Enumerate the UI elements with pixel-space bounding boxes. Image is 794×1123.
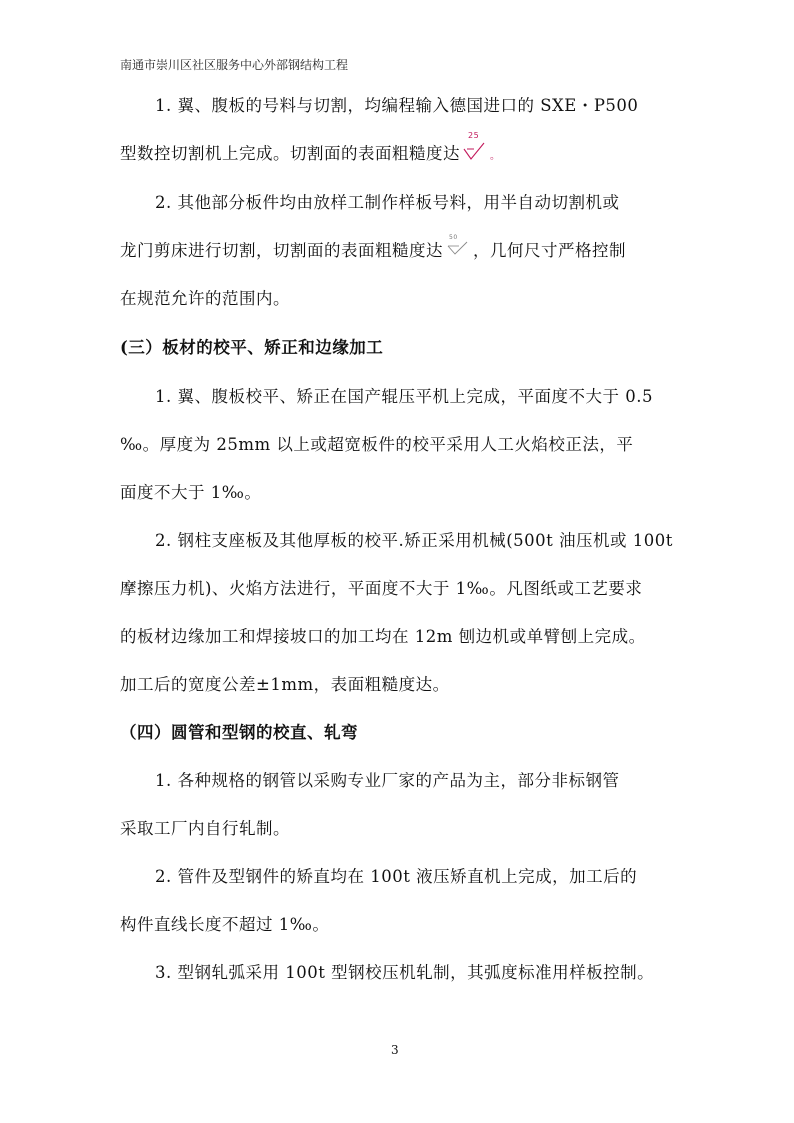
line-text: 型数控切割机上完成。切割面的表面粗糙度达 (120, 144, 460, 163)
section-heading: （四）圆管和型钢的校直、轧弯 (120, 723, 358, 742)
roughness-symbol-icon (462, 131, 488, 163)
roughness-symbol-icon (445, 234, 471, 260)
paragraph-line: 构件直线长度不超过 1‰。 (120, 915, 330, 934)
paragraph-line: 3. 型钢轧弧采用 100t 型钢校压机轧制，其弧度标准用样板控制。 (155, 963, 655, 982)
paragraph-line: 在规范允许的范围内。 (120, 289, 290, 308)
paragraph-line: 2. 钢柱支座板及其他厚板的校平.矫正采用机械(500t 油压机或 100t (155, 531, 673, 550)
paragraph-line: 1. 翼、腹板的号料与切割，均编程输入德国进口的 SXE・P500 (155, 96, 639, 115)
paragraph-line: 加工后的宽度公差±1mm，表面粗糙度达。 (120, 675, 450, 694)
paragraph-line: 面度不大于 1‰。 (120, 483, 262, 502)
document-header: 南通市崇川区社区服务中心外部钢结构工程 (120, 58, 349, 72)
line-period: 。 (490, 151, 501, 162)
section-heading: (三）板材的校平、矫正和边缘加工 (120, 338, 384, 357)
line-text: ，几何尺寸严格控制 (473, 241, 626, 260)
page-number: 3 (391, 1043, 399, 1057)
paragraph-line (120, 234, 626, 261)
roughness-value: 50 (449, 234, 458, 241)
paragraph-line: 1. 翼、腹板校平、矫正在国产辊压平机上完成，平面度不大于 0.5 (155, 387, 653, 406)
paragraph-line: ‰。厚度为 25mm 以上或超宽板件的校平采用人工火焰校正法，平 (120, 435, 634, 454)
paragraph-line (120, 131, 501, 164)
paragraph-line: 2. 管件及型钢件的矫直均在 100t 液压矫直机上完成，加工后的 (155, 867, 638, 886)
paragraph-line: 的板材边缘加工和焊接坡口的加工均在 12m 刨边机或单臂刨上完成。 (120, 627, 646, 646)
paragraph-line: 2. 其他部分板件均由放样工制作样板号料，用半自动切割机或 (155, 193, 620, 212)
line-text: 龙门剪床进行切割，切割面的表面粗糙度达 (120, 241, 443, 260)
roughness-value: 25 (468, 131, 480, 140)
paragraph-line: 采取工厂内自行轧制。 (120, 819, 290, 838)
paragraph-line: 摩擦压力机)、火焰方法进行，平面度不大于 1‰。凡图纸或工艺要求 (120, 579, 643, 598)
paragraph-line: 1. 各种规格的钢管以采购专业厂家的产品为主，部分非标钢管 (155, 771, 620, 790)
